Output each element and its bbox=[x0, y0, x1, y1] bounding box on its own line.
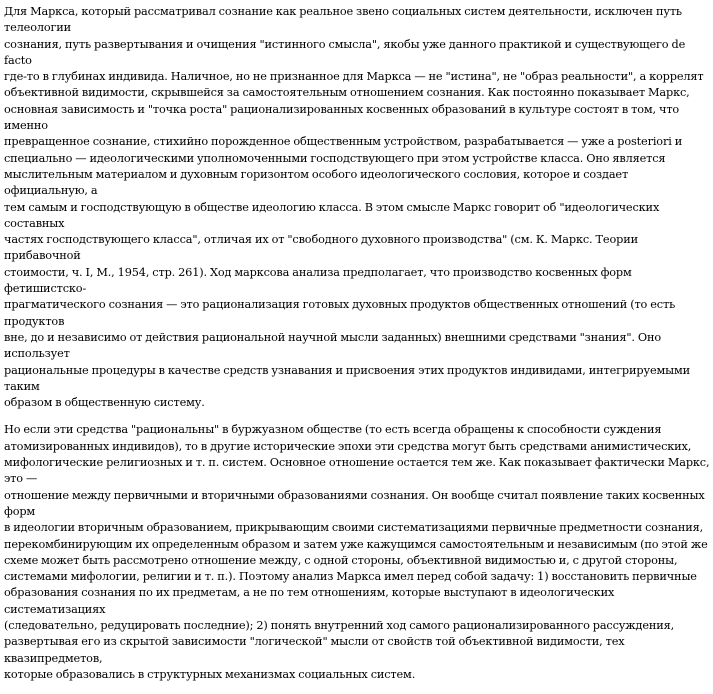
paragraph-1: Для Маркса, который рассматривал сознание как реальное звено социальных систем деятельности, исключен путь телеологии сознания, путь развертывания и очищения "истинного смысла", якобы уже данного практикой и существующего de facto где-то в глубинах индивида. Наличное, но не признанное для Маркса — не "истина", не "образ реальности", а коррелят объективной видимости, скрывшейся за самостоятельным отношением сознания. Как постоянно показывает Маркс, основная зависимость и "точка роста" рационализированных косвенных образований в культуре состоят в том, что именно превращенное сознание, стихийно порожденное общественным устройством, разрабатывается — уже a posteriori и специально — идеологическими уполномоченными господствующего при этом устройстве класса. Оно является мыслительным материалом и духовным горизонтом особого идеологического сословия, которое и создает официальную, а тем самым и господствующую в обществе идеологию класса. В этом смысле Маркс говорит об "идеологических составных частях господствующего класса", отличая их от "свободного духовного производства" (см. К. Маркс. Теории прибавочной стоимости, ч. I, М., 1954, стр. 261). Ход марксова анализа предполагает, что производство косвенных форм фетишистско- прагматического сознания — это рационализация готовых духовных продуктов общественных отношений (то есть продуктов вне, до и независимо от действия рациональной научной мысли заданных) внешними средствами "знания". Оно использует рациональные процедуры в качестве средств узнавания и присвоения этих продуктов индивидами, интегрируемыми таким образом в общественную систему. bbox=[4, 5, 704, 410]
paragraph-2: Но если эти средства "рациональны" в буржуазном обществе (то есть всегда обращены к способности суждения атомизированных индивидов), то в другие исторические эпохи эти средства могут быть средствами анимистических, мифологические религиозных и т. п. систем. Основное отношение остается тем же. Как показывает фактически Маркс, это — отношение между первичными и вторичными образованиями сознания. Он вообще считал появление таких косвенных форм в идеологии вторичным образованием, прикрывающим своими систематизациями первичные предметности сознания, перекомбинирующим их определенным образом и затем уже кажущимся самостоятельным и независимым (по этой же схеме может быть рассмотрено отношение между, с одной стороны, объективной видимостью и, с другой стороны, системами мифологии, религии и т. п.). Поэтому анализ Маркса имел перед собой задачу: 1) восстановить первичные образования сознания по их предметам, а не по тем отношениям, которые выступают в идеологических систематизациях (следовательно, редуцировать последние); 2) понять внутренний ход самого рационализированного рассуждения, развертывая его из скрытой зависимости "логической" мысли от свойств той объективной видимости, тех квазипредметов, которые образовались в структурных механизмах социальных систем. bbox=[4, 423, 710, 681]
document-body bbox=[4, 4, 710, 694]
